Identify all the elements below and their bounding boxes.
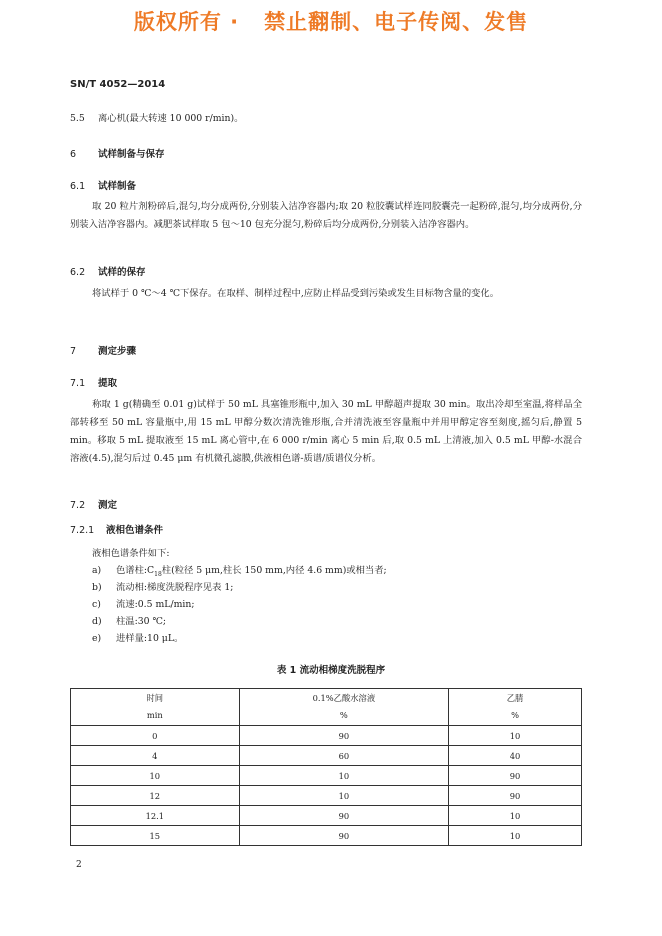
list-item [92, 562, 387, 579]
section-7-2-1-heading [70, 522, 163, 536]
section-6-2-paragraph [70, 285, 582, 303]
header-label: 时间 [146, 693, 164, 703]
table-cell: 60 [239, 746, 449, 766]
section-number: 7.2.1 [70, 525, 95, 536]
table-cell: 12 [71, 786, 240, 806]
list-text: 柱(粒径 5 μm,柱长 150 mm,内径 4.6 mm)或相当者; [161, 565, 387, 576]
section-title: 测定步骤 [98, 346, 137, 357]
list-intro: 液相色谱条件如下: [92, 548, 170, 559]
list-item [92, 613, 387, 630]
header-unit: min [146, 710, 163, 720]
list-text: 流速:0.5 mL/min; [116, 599, 195, 610]
section-number: 7.2 [70, 500, 86, 511]
table-row [71, 806, 582, 826]
table-cell: 40 [449, 746, 582, 766]
section-6-1-paragraph [70, 198, 582, 234]
list-marker: e) [92, 633, 102, 644]
item-5-5 [70, 110, 243, 124]
lc-conditions-list [92, 545, 387, 647]
table-cell: 90 [239, 726, 449, 746]
section-7-1-heading [70, 375, 117, 389]
section-6-2-heading [70, 264, 146, 278]
list-marker: d) [92, 616, 102, 627]
section-number: 7 [70, 346, 77, 357]
section-title: 试样的保存 [98, 267, 146, 278]
paragraph-text: 取 20 粒片剂粉碎后,混匀,均分成两份,分别装入洁净容器内;取 20 粒胶囊试样连同胶囊壳一起粉碎,混匀,均分成两份,分别装入洁净容器内。减肥茶试样取 5 包～10 包充分混匀,粉碎后均分成两份,分别装入洁净容器内。 [70, 201, 582, 230]
item-5-5-number: 5.5 [70, 113, 85, 124]
section-title: 试样制备与保存 [98, 149, 165, 160]
column-header-acetic-acid [239, 689, 449, 726]
section-number: 7.1 [70, 378, 86, 389]
list-text: 柱温:30 ℃; [116, 616, 167, 627]
section-number: 6.1 [70, 181, 86, 192]
section-title: 试样制备 [98, 181, 137, 192]
table-row [71, 786, 582, 806]
paragraph-text: 将试样于 0 ℃～4 ℃下保存。在取样、制样过程中,应防止样品受到污染或发生目标物含量的变化。 [92, 288, 500, 299]
table-row [71, 726, 582, 746]
header-unit: % [339, 710, 348, 720]
section-title: 提取 [98, 378, 118, 389]
section-7-2-heading [70, 497, 117, 511]
list-item [92, 630, 387, 647]
section-number: 6 [70, 149, 77, 160]
list-item [92, 596, 387, 613]
table-row [71, 746, 582, 766]
table-1-title: 表 1 流动相梯度洗脱程序 [276, 665, 386, 676]
table-row [71, 766, 582, 786]
section-6-heading [70, 146, 165, 160]
section-title: 测定 [98, 500, 118, 511]
table-cell: 90 [239, 806, 449, 826]
section-number: 6.2 [70, 267, 86, 278]
header-unit: % [511, 710, 519, 720]
table-cell: 10 [239, 786, 449, 806]
table-row [71, 826, 582, 846]
table-cell: 0 [71, 726, 240, 746]
header-label: 0.1%乙酸水溶液 [312, 693, 376, 703]
section-7-heading [70, 343, 136, 357]
standard-code: SN/T 4052—2014 [70, 79, 166, 90]
table-cell: 4 [71, 746, 240, 766]
table-cell: 90 [449, 786, 582, 806]
list-item [92, 579, 387, 596]
list-text: 流动相:梯度洗脱程序见表 1; [116, 582, 234, 593]
section-7-1-paragraph [70, 396, 582, 468]
table-cell: 90 [239, 826, 449, 846]
header-label: 乙腈 [506, 693, 524, 703]
list-text: 色谱柱:C [116, 565, 155, 576]
table-cell: 15 [71, 826, 240, 846]
table-cell: 10 [239, 766, 449, 786]
table-header-row [71, 689, 582, 726]
table-cell: 10 [71, 766, 240, 786]
section-6-1-heading [70, 178, 136, 192]
list-text-subscript: 18 [154, 570, 162, 578]
table-cell: 90 [449, 766, 582, 786]
gradient-table [70, 688, 582, 846]
table-cell: 10 [449, 826, 582, 846]
list-marker: c) [92, 599, 101, 610]
list-marker: a) [92, 565, 102, 576]
column-header-acetonitrile [449, 689, 582, 726]
table-cell: 10 [449, 726, 582, 746]
paragraph-text: 称取 1 g(精确至 0.01 g)试样于 50 mL 具塞锥形瓶中,加入 30 mL 甲醇超声提取 30 min。取出冷却至室温,将样品全部转移至 50 mL 容量瓶中,用 15 mL 甲醇分数次清洗锥形瓶,合并清洗液至容量瓶中并用甲醇定容至刻度,摇匀后,静置 5 min。移取 5 mL 提取液至 15 mL 离心管中,在 6 000 r/min 离心 5 min 后,取 0.5 mL 上清液,加入 0.5 mL 甲醇-水混合溶液(4.5),混匀后过 0.45 μm 有机微孔滤膜,供液相色谱-质谱/质谱仪分析。 [70, 399, 582, 464]
table-cell: 10 [449, 806, 582, 826]
item-5-5-text: 离心机(最大转速 10 000 r/min)。 [98, 113, 244, 124]
section-title: 液相色谱条件 [106, 525, 164, 536]
page-number: 2 [76, 860, 82, 870]
table-cell: 12.1 [71, 806, 240, 826]
list-text: 进样量:10 μL。 [116, 633, 184, 644]
column-header-time [71, 689, 240, 726]
list-marker: b) [92, 582, 102, 593]
watermark-banner: 版权所有 · 禁止翻制、电子传阅、发售 [133, 10, 529, 34]
